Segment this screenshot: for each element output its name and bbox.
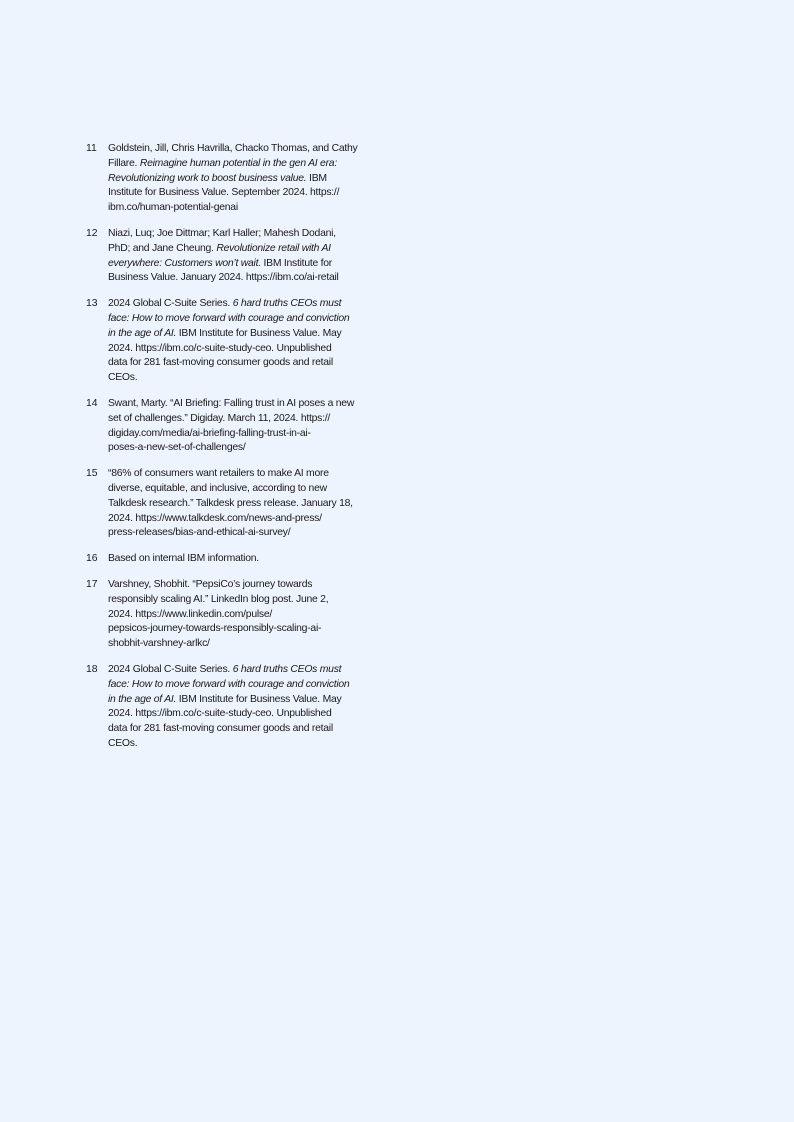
text-segment: Fillare.: [108, 157, 140, 169]
endnote-13: [86, 297, 386, 386]
text-segment: “86% of consumers want retailers to make AI more: [108, 468, 329, 480]
text-segment: Talkdesk research.” Talkdesk press release. January 18,: [108, 497, 353, 509]
endnote-line: [108, 297, 380, 312]
endnote-number: 12: [86, 227, 98, 239]
endnote-11: [86, 142, 386, 216]
text-segment: PhD; and Jane Cheung.: [108, 242, 217, 254]
endnote-line: [108, 327, 380, 342]
text-segment: responsibly scaling AI.” LinkedIn blog post. June 2,: [108, 593, 329, 605]
italic-title-segment: 6 hard truths CEOs must: [232, 298, 342, 310]
endnote-line: [108, 622, 380, 637]
endnote-line: [108, 371, 380, 386]
endnotes-list: [86, 142, 386, 763]
endnote-line: [108, 356, 380, 371]
endnote-14: [86, 397, 386, 456]
text-segment: Institute for Business Value. September 2024. https://: [108, 187, 340, 199]
endnote-text: [108, 467, 380, 541]
text-segment: CEOs.: [108, 372, 138, 384]
text-segment: 2024 Global C-Suite Series.: [108, 298, 233, 310]
endnote-line: [108, 578, 380, 593]
endnote-line: [108, 593, 380, 608]
text-segment: pepsicos-journey-towards-responsibly-scaling-ai-: [108, 623, 322, 635]
endnote-line: [108, 257, 380, 272]
text-segment: data for 281 fast-moving consumer goods and retail: [108, 357, 333, 369]
endnote-line: [108, 342, 380, 357]
italic-title-segment: in the age of AI.: [108, 327, 177, 339]
endnote-number: 15: [86, 468, 98, 480]
endnote-line: [108, 497, 380, 512]
endnote-15: [86, 467, 386, 541]
endnote-line: [108, 397, 380, 412]
endnote-text: [108, 142, 380, 216]
endnote-number: 17: [86, 578, 98, 590]
endnote-text: [108, 297, 380, 386]
endnote-line: [108, 512, 380, 527]
endnote-12: [86, 227, 386, 286]
text-segment: press-releases/bias-and-ethical-ai-survey/: [108, 527, 291, 539]
endnote-line: [108, 157, 380, 172]
text-segment: ibm.co/human-potential-genai: [108, 202, 238, 214]
endnote-line: [108, 227, 380, 242]
text-segment: digiday.com/media/ai-briefing-falling-trust-in-ai-: [108, 427, 311, 439]
endnote-line: [108, 441, 380, 456]
endnote-number: 14: [86, 397, 98, 409]
text-segment: shobhit-varshney-arlkc/: [108, 638, 210, 650]
text-segment: 2024 Global C-Suite Series.: [108, 663, 233, 675]
text-segment: data for 281 fast-moving consumer goods and retail: [108, 723, 333, 735]
endnote-text: [108, 663, 380, 752]
endnote-line: [108, 172, 380, 187]
italic-title-segment: face: How to move forward with courage and conviction: [108, 678, 350, 690]
text-segment: Goldstein, Jill, Chris Havrilla, Chacko Thomas, and Cathy: [108, 143, 358, 154]
endnote-number: 11: [86, 143, 97, 154]
endnote-line: [108, 552, 380, 567]
text-segment: 2024. https://ibm.co/c-suite-study-ceo. Unpublished: [108, 708, 332, 720]
italic-title-segment: in the age of AI.: [108, 693, 177, 705]
endnote-line: [108, 142, 380, 157]
endnote-18: [86, 663, 386, 752]
text-segment: IBM Institute for Business Value. May: [176, 327, 342, 339]
endnote-line: [108, 693, 380, 708]
endnote-line: [108, 312, 380, 327]
text-segment: Varshney, Shobhit. “PepsiCo’s journey towards: [108, 578, 313, 590]
text-segment: poses-a-new-set-of-challenges/: [108, 442, 246, 454]
italic-title-segment: face: How to move forward with courage and conviction: [108, 312, 350, 324]
text-segment: CEOs.: [108, 737, 138, 749]
endnote-line: [108, 526, 380, 541]
italic-title-segment: Revolutionizing work to boost business value.: [108, 172, 307, 184]
endnote-line: [108, 467, 380, 482]
text-segment: 2024. https://ibm.co/c-suite-study-ceo. Unpublished: [108, 342, 332, 354]
endnote-line: [108, 608, 380, 623]
endnote-text: [108, 578, 380, 652]
endnote-line: [108, 663, 380, 678]
endnote-number: 13: [86, 298, 98, 310]
text-segment: set of challenges.” Digiday. March 11, 2024. https://: [108, 412, 331, 424]
text-segment: 2024. https://www.linkedin.com/pulse/: [108, 608, 273, 620]
text-segment: Based on internal IBM information.: [108, 553, 259, 565]
text-segment: IBM Institute for: [260, 257, 333, 269]
endnote-line: [108, 186, 380, 201]
endnote-line: [108, 707, 380, 722]
endnote-text: [108, 552, 380, 567]
endnote-line: [108, 427, 380, 442]
text-segment: Swant, Marty. “AI Briefing: Falling trust in AI poses a new: [108, 397, 355, 409]
endnote-line: [108, 201, 380, 216]
italic-title-segment: Revolutionize retail with AI: [216, 242, 331, 254]
endnote-line: [108, 737, 380, 752]
endnote-line: [108, 412, 380, 427]
endnote-line: [108, 637, 380, 652]
text-segment: IBM: [306, 172, 327, 184]
endnote-number: 16: [86, 553, 98, 565]
endnote-line: [108, 271, 380, 286]
italic-title-segment: 6 hard truths CEOs must: [232, 663, 342, 675]
endnote-text: [108, 397, 380, 456]
text-segment: Business Value. January 2024. https://ibm.co/ai-retail: [108, 272, 339, 284]
endnote-line: [108, 678, 380, 693]
endnote-line: [108, 242, 380, 257]
text-segment: Niazi, Luq; Joe Dittmar; Karl Haller; Mahesh Dodani,: [108, 227, 336, 239]
italic-title-segment: everywhere: Customers won’t wait.: [108, 257, 261, 269]
italic-title-segment: Reimagine human potential in the gen AI era:: [139, 157, 337, 169]
text-segment: 2024. https://www.talkdesk.com/news-and-press/: [108, 512, 322, 524]
endnote-number: 18: [86, 663, 98, 675]
text-segment: IBM Institute for Business Value. May: [176, 693, 342, 705]
endnote-text: [108, 227, 380, 286]
endnote-16: [86, 552, 386, 567]
text-segment: diverse, equitable, and inclusive, according to new: [108, 482, 327, 494]
endnote-17: [86, 578, 386, 652]
endnote-line: [108, 482, 380, 497]
endnote-line: [108, 722, 380, 737]
